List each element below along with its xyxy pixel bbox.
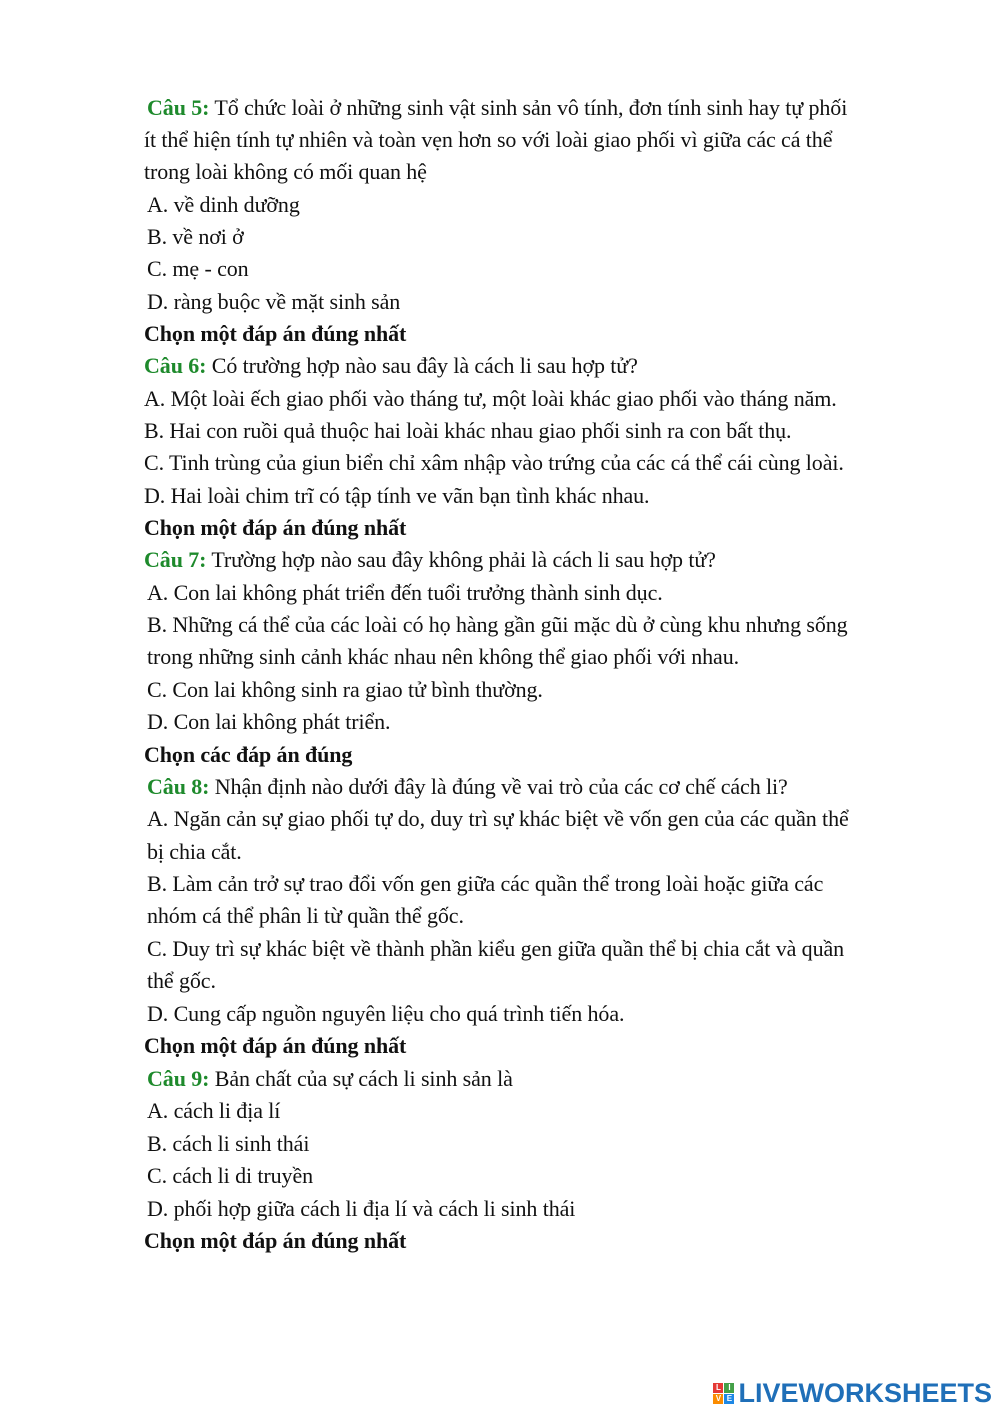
question-5-option-a[interactable]: A. về dinh dưỡng	[147, 192, 300, 217]
question-8-option-b[interactable]: B. Làm cản trở sự trao đổi vốn gen giữa các quần thể trong loài hoặc giữa các	[147, 871, 824, 896]
question-9-label: Câu 9:	[147, 1066, 210, 1091]
question-6-label: Câu 6:	[144, 353, 207, 378]
question-5-instruction: Chọn một đáp án đúng nhất	[144, 321, 407, 346]
logo-text: LIVEWORKSHEETS	[738, 1377, 992, 1408]
question-6-line-1	[144, 350, 638, 382]
question-6-option-d[interactable]: D. Hai loài chim trĩ có tập tính ve vãn bạn tình khác nhau.	[144, 483, 650, 508]
question-7-option-b[interactable]: B. Những cá thể của các loài có họ hàng gần gũi mặc dù ở cùng khu nhưng sống	[147, 612, 848, 637]
question-8-option-d[interactable]: D. Cung cấp nguồn nguyên liệu cho quá trình tiến hóa.	[147, 1001, 625, 1026]
question-7-option-d[interactable]: D. Con lai không phát triển.	[147, 709, 391, 734]
question-5-stem-2: ít thể hiện tính tự nhiên và toàn vẹn hơn so với loài giao phối vì giữa các cá thể	[144, 127, 833, 152]
question-9-option-c[interactable]: C. cách li di truyền	[147, 1163, 314, 1188]
question-5-line-1	[147, 92, 847, 124]
question-5-option-d[interactable]: D. ràng buộc về mặt sinh sản	[147, 289, 401, 314]
question-8-option-a[interactable]: A. Ngăn cản sự giao phối tự do, duy trì sự khác biệt về vốn gen của các quần thể	[147, 806, 849, 831]
question-9-instruction: Chọn một đáp án đúng nhất	[144, 1228, 407, 1253]
question-9-stem-1: Bản chất của sự cách li sinh sản là	[209, 1066, 513, 1091]
question-6-option-c[interactable]: C. Tinh trùng của giun biển chỉ xâm nhập vào trứng của các cá thể cái cùng loài.	[144, 450, 844, 475]
logo-grid-cell: I	[724, 1383, 734, 1393]
question-8-option-c-cont[interactable]: thể gốc.	[147, 968, 216, 993]
question-7-line-1	[144, 544, 716, 576]
question-8-label: Câu 8:	[147, 774, 210, 799]
question-9-option-b[interactable]: B. cách li sinh thái	[147, 1131, 310, 1156]
question-8-stem-1: Nhận định nào dưới đây là đúng về vai trò của các cơ chế cách li?	[209, 774, 788, 799]
question-5-option-c[interactable]: C. mẹ - con	[147, 256, 249, 281]
logo-grid-cell: E	[724, 1394, 734, 1404]
question-8-instruction: Chọn một đáp án đúng nhất	[144, 1033, 407, 1058]
question-6-option-b[interactable]: B. Hai con ruồi quả thuộc hai loài khác nhau giao phối sinh ra con bất thụ.	[144, 418, 792, 443]
question-8-option-c[interactable]: C. Duy trì sự khác biệt về thành phần kiểu gen giữa quần thể bị chia cắt và quần	[147, 936, 845, 961]
question-5-option-b[interactable]: B. về nơi ở	[147, 224, 244, 249]
question-6-instruction: Chọn một đáp án đúng nhất	[144, 515, 407, 540]
question-9-option-a[interactable]: A. cách li địa lí	[147, 1098, 281, 1123]
question-7-option-c[interactable]: C. Con lai không sinh ra giao tử bình thường.	[147, 677, 543, 702]
question-6-option-a[interactable]: A. Một loài ếch giao phối vào tháng tư, một loài khác giao phối vào tháng năm.	[144, 386, 837, 411]
question-9-line-1	[147, 1063, 513, 1095]
question-7-instruction: Chọn các đáp án đúng	[144, 742, 353, 767]
question-7-option-a[interactable]: A. Con lai không phát triển đến tuổi trưởng thành sinh dục.	[147, 580, 663, 605]
question-7-stem-1: Trường hợp nào sau đây không phải là cách li sau hợp tử?	[206, 547, 716, 572]
question-5-stem-1: Tổ chức loài ở những sinh vật sinh sản vô tính, đơn tính sinh hay tự phối	[209, 95, 848, 120]
question-8-line-1	[147, 771, 788, 803]
question-8-option-b-cont[interactable]: nhóm cá thể phân li từ quần thể gốc.	[147, 903, 464, 928]
logo-grid-cell: L	[713, 1383, 723, 1393]
logo-grid-cell: V	[713, 1394, 723, 1404]
question-7-option-b-cont[interactable]: trong những sinh cảnh khác nhau nên không thể giao phối với nhau.	[147, 644, 740, 669]
liveworksheets-logo	[713, 1375, 992, 1411]
question-9-option-d[interactable]: D. phối hợp giữa cách li địa lí và cách li sinh thái	[147, 1196, 576, 1221]
question-6-stem-1: Có trường hợp nào sau đây là cách li sau hợp tử?	[206, 353, 638, 378]
question-7-label: Câu 7:	[144, 547, 207, 572]
question-5-label: Câu 5:	[147, 95, 210, 120]
logo-grid-icon	[713, 1383, 734, 1404]
question-5-stem-3: trong loài không có mối quan hệ	[144, 159, 427, 184]
question-8-option-a-cont[interactable]: bị chia cắt.	[147, 839, 242, 864]
